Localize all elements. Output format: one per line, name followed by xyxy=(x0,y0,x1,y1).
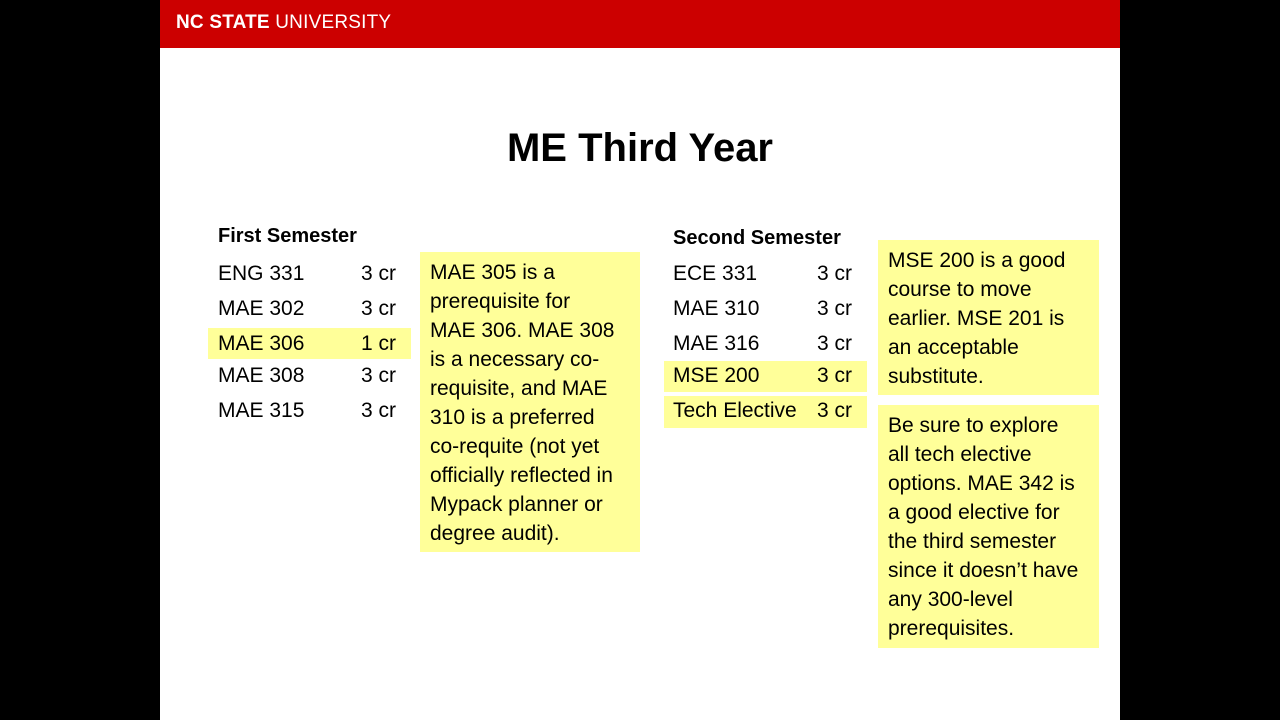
course-credits: 3 cr xyxy=(361,262,397,285)
course-credits: 3 cr xyxy=(817,399,853,422)
course-credits: 3 cr xyxy=(361,297,397,320)
first-semester-note-text: MAE 305 is a prerequisite for MAE 306. MAE 308 is a necessary co- requisite, and MAE 310 is a preferred co-requite (not yet officially reflected in Mypack planner or degree audit). xyxy=(430,261,615,545)
course-name: Tech Elective xyxy=(673,399,797,422)
course-name: MAE 316 xyxy=(673,332,760,355)
course-credits: 3 cr xyxy=(817,332,853,355)
header-bar xyxy=(160,0,1120,48)
course-name: MSE 200 xyxy=(673,364,760,387)
brand-bold: NC STATE xyxy=(176,12,270,33)
course-name: MAE 315 xyxy=(218,399,305,422)
course-credits: 3 cr xyxy=(817,364,853,387)
university-logo xyxy=(176,12,391,34)
course-name: MAE 310 xyxy=(673,297,760,320)
course-credits: 3 cr xyxy=(817,262,853,285)
brand-light: UNIVERSITY xyxy=(269,12,392,33)
course-credits: 3 cr xyxy=(361,364,397,387)
course-credits: 3 cr xyxy=(361,399,397,422)
first-semester-heading: First Semester xyxy=(218,225,357,247)
mse-200-note-text: MSE 200 is a good course to move earlier. MSE 201 is an acceptable substitute. xyxy=(888,249,1066,388)
course-name: ECE 331 xyxy=(673,262,758,285)
course-name: MAE 308 xyxy=(218,364,305,387)
mse-200-note xyxy=(878,240,1099,395)
second-semester-heading: Second Semester xyxy=(673,227,841,249)
first-semester-note xyxy=(420,252,640,552)
course-name: MAE 302 xyxy=(218,297,305,320)
course-credits: 3 cr xyxy=(817,297,853,320)
course-credits: 1 cr xyxy=(361,332,397,355)
slide-title: ME Third Year xyxy=(506,126,773,170)
course-name: ENG 331 xyxy=(218,262,305,285)
tech-elective-note xyxy=(878,405,1099,648)
slide xyxy=(160,0,1120,720)
tech-elective-note-text: Be sure to explore all tech elective options. MAE 342 is a good elective for the third semester since it doesn’t have any 300-level prerequisites. xyxy=(888,414,1079,640)
course-name: MAE 306 xyxy=(218,332,305,355)
